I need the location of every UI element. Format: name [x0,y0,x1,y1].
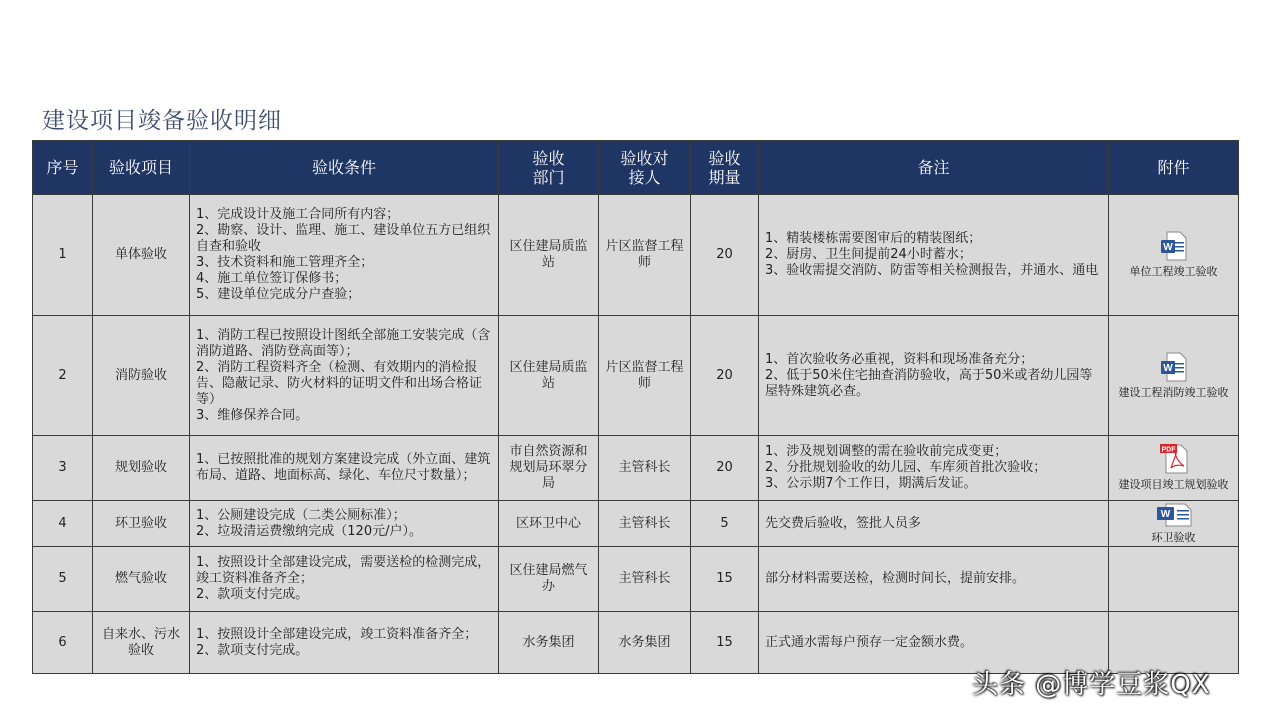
cell-attachment[interactable] [1109,436,1239,501]
page-title: 建设项目竣备验收明细 [42,108,282,134]
cell-period [691,547,759,612]
condition-line: 1、按照设计全部建设完成，竣工资料准备齐全； [196,626,478,642]
cell-contact [599,612,691,674]
header-dept-line2: 部门 [532,167,565,187]
cell-attachment[interactable] [1109,195,1239,316]
cell-period [691,316,759,436]
header-period [691,141,759,195]
cell-contact [599,501,691,547]
cell-period [691,195,759,316]
condition-line: 2、垃圾清运费缴纳完成（120元/户）。 [196,523,422,539]
cell-dept [499,316,599,436]
word-doc-icon [1156,503,1192,527]
attachment-file[interactable] [1115,503,1232,545]
dept-text: 区住建局质监站 [509,239,588,270]
period-text: 5 [720,515,729,531]
cell-item [93,436,190,501]
cell-dept [499,501,599,547]
cell-conditions [190,612,499,674]
header-attach: 附件 [1109,141,1239,195]
remark-line: 部分材料需要送检，检测时间长，提前安排。 [765,571,1026,586]
svg-text:W: W [1162,242,1173,253]
attachment-label: 建设工程消防竣工验收 [1118,385,1229,399]
table-row [33,501,1239,547]
seq-text: 4 [58,515,67,531]
attachment-file[interactable] [1115,352,1232,400]
cell-conditions [190,316,499,436]
cell-dept [499,612,599,674]
cell-seq [33,436,93,501]
header-period-line2: 期量 [708,167,741,187]
remark-line: 2、分批规划验收的幼儿园、车库须首批次验收； [765,460,1047,475]
cell-seq [33,547,93,612]
remark-line: 3、验收需提交消防、防雷等相关检测报告，并通水、通电 [765,263,1099,278]
contact-text: 主管科长 [618,571,671,586]
cell-period [691,436,759,501]
remark-line: 正式通水需每户预存一定金额水费。 [765,634,974,650]
cell-seq [33,501,93,547]
cell-attachment[interactable] [1109,501,1239,547]
dept-text: 区环卫中心 [515,515,581,531]
header-contact-line1: 验收对 [620,148,669,168]
header-remark: 备注 [759,141,1109,195]
cell-period [691,501,759,547]
attachment-label: 单位工程竣工验收 [1129,265,1218,278]
cell-contact [599,436,691,501]
condition-line: 4、施工单位签订保修书； [196,271,348,286]
condition-line: 3、技术资料和施工管理齐全； [196,255,374,270]
header-seq: 序号 [33,141,93,195]
table-header-row [33,141,1239,195]
cell-contact [599,316,691,436]
condition-line: 1、完成设计及施工合同所有内容； [196,207,400,222]
header-conditions: 验收条件 [190,141,499,195]
seq-text: 3 [58,460,67,475]
cell-contact [599,547,691,612]
item-text: 燃气验收 [114,571,167,586]
cell-attachment [1109,547,1239,612]
item-text: 单体验收 [114,247,167,262]
cell-remark [759,501,1109,547]
seq-text: 5 [58,571,67,586]
condition-line: 2、勘察、设计、监理、施工、建设单位五方已组织自查和验收 [196,223,491,254]
condition-line: 2、消防工程资料齐全（检测、有效期内的消检报告、隐蔽记录、防火材料的证明文件和出场合格证等） [196,359,483,407]
svg-text:W: W [1160,508,1170,520]
remark-line: 2、厨房、卫生间提前24小时蓄水； [765,247,972,262]
table-row [33,436,1239,501]
cell-remark [759,195,1109,316]
contact-text: 主管科长 [618,515,671,531]
attachment-file[interactable] [1115,231,1232,279]
dept-text: 区住建局燃气办 [509,563,588,594]
remark-line: 1、首次验收务必重视，资料和现场准备充分； [765,351,1034,367]
condition-line: 5、建设单位完成分户查验； [196,287,361,302]
word-doc-icon [1161,352,1187,382]
cell-period [691,612,759,674]
cell-dept [499,195,599,316]
remark-line: 1、精装楼栋需要图审后的精装图纸； [765,231,982,246]
period-text: 20 [716,247,733,262]
seq-text: 2 [58,367,67,383]
acceptance-table [32,140,1239,674]
svg-text:W: W [1162,362,1173,374]
cell-remark [759,316,1109,436]
cell-seq [33,195,93,316]
pdf-doc-icon [1160,444,1188,474]
contact-text: 水务集团 [618,634,671,650]
cell-item [93,316,190,436]
header-contact-line2: 接人 [628,167,661,187]
remark-line: 2、低于50米住宅抽查消防验收，高于50米或者幼儿园等屋特殊建筑必查。 [765,367,1093,399]
seq-text: 6 [58,634,67,650]
attachment-label: 建设项目竣工规划验收 [1118,478,1229,491]
header-item: 验收项目 [93,141,190,195]
table-row [33,316,1239,436]
condition-line: 1、按照设计全部建设完成，需要送检的检测完成，竣工资料准备齐全； [196,555,491,586]
period-text: 20 [716,460,733,475]
condition-line: 3、维修保养合同。 [196,407,309,423]
cell-conditions [190,501,499,547]
contact-text: 主管科长 [618,460,671,475]
attachment-file[interactable] [1115,444,1232,492]
header-period-line1: 验收 [708,148,741,168]
cell-contact [599,195,691,316]
table-row [33,547,1239,612]
cell-conditions [190,547,499,612]
contact-text: 片区监督工程师 [605,239,684,270]
condition-line: 1、公厕建设完成（二类公厕标准）； [196,507,406,523]
item-text: 规划验收 [114,460,167,475]
dept-text: 市自然资源和规划局环翠分局 [509,444,588,491]
svg-text:PDF: PDF [1161,446,1175,454]
condition-line: 1、消防工程已按照设计图纸全部施工安装完成（含消防道路、消防登高面等）； [196,327,491,359]
cell-attachment[interactable] [1109,316,1239,436]
cell-remark [759,547,1109,612]
seq-text: 1 [58,247,67,262]
cell-conditions [190,195,499,316]
item-text: 自来水、污水验收 [101,626,180,658]
header-dept [499,141,599,195]
item-text: 消防验收 [114,367,167,383]
cell-remark [759,436,1109,501]
cell-item [93,612,190,674]
cell-seq [33,316,93,436]
cell-dept [499,436,599,501]
dept-text: 水务集团 [522,634,575,650]
cell-conditions [190,436,499,501]
condition-line: 2、款项支付完成。 [196,642,309,658]
condition-line: 2、款项支付完成。 [196,587,309,602]
cell-item [93,547,190,612]
condition-line: 1、已按照批准的规划方案建设完成（外立面、建筑布局、道路、地面标高、绿化、车位尺寸数量）； [196,452,491,483]
word-doc-icon [1161,231,1187,261]
remark-line: 3、公示期7个工作日，期满后发证。 [765,476,977,491]
header-contact [599,141,691,195]
period-text: 15 [716,634,733,650]
remark-line: 先交费后验收，签批人员多 [765,515,922,531]
remark-line: 1、涉及规划调整的需在验收前完成变更； [765,444,1008,459]
dept-text: 区住建局质监站 [509,359,588,391]
contact-text: 片区监督工程师 [605,359,684,391]
item-text: 环卫验收 [114,515,167,531]
attachment-label: 环卫验收 [1151,530,1196,544]
cell-seq [33,612,93,674]
period-text: 20 [716,367,733,383]
cell-item [93,501,190,547]
period-text: 15 [716,571,733,586]
cell-dept [499,547,599,612]
cell-item [93,195,190,316]
header-dept-line1: 验收 [532,148,565,168]
watermark: 头条 @博学豆浆QX [972,670,1211,700]
table-row [33,195,1239,316]
